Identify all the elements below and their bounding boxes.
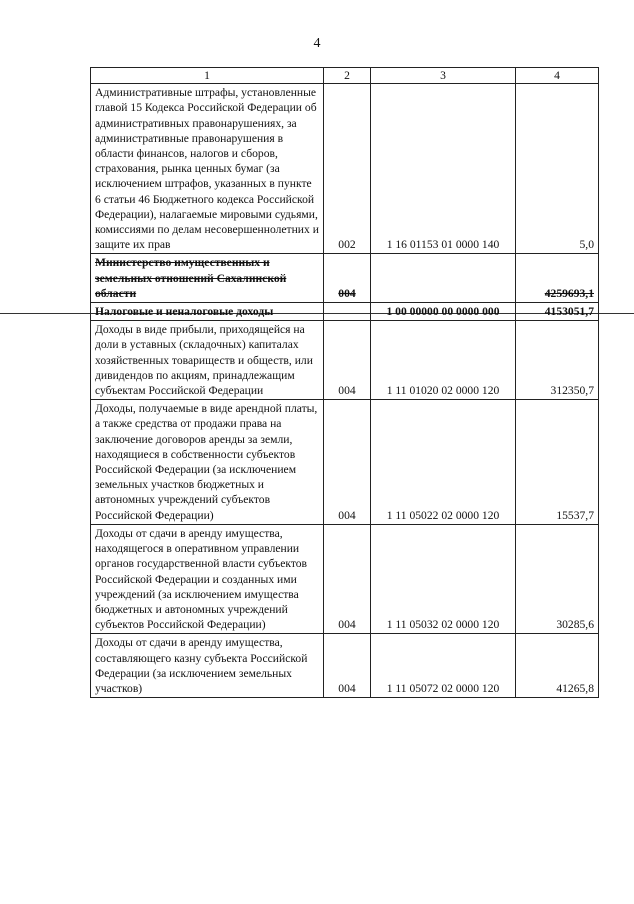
column-header-4: 4 — [516, 68, 599, 84]
row-budget-code: 1 11 05022 02 0000 120 — [371, 400, 516, 525]
row-amount: 15537,7 — [516, 400, 599, 525]
revenue-table — [90, 67, 599, 698]
page-number: 4 — [313, 36, 321, 51]
row-amount: 4259693,1 — [516, 254, 599, 303]
row-admin-code: 002 — [324, 84, 371, 254]
row-amount: 4153051,7 — [516, 303, 599, 321]
header-row — [91, 68, 599, 84]
row-description: Доходы от сдачи в аренду имущества, находящегося в оперативном управлении органов государственной власти субъектов Российской Федерации и созданных ими учреждений (за исключением имущества бюджетных и автономных учреждений субъектов Российской Федерации) — [91, 524, 324, 633]
table-row — [91, 400, 599, 525]
row-budget-code: 1 11 05072 02 0000 120 — [371, 634, 516, 698]
table-row — [91, 321, 599, 400]
column-header-3: 3 — [371, 68, 516, 84]
row-amount: 312350,7 — [516, 321, 599, 400]
table-row — [91, 524, 599, 633]
row-description: Доходы от сдачи в аренду имущества, составляющего казну субъекта Российской Федерации (за исключением земельных участков) — [91, 634, 324, 698]
row-admin-code: 004 — [324, 634, 371, 698]
row-admin-code — [324, 303, 371, 321]
table-row — [91, 84, 599, 254]
row-budget-code: 1 11 01020 02 0000 120 — [371, 321, 516, 400]
column-header-2: 2 — [324, 68, 371, 84]
row-budget-code — [371, 254, 516, 303]
row-description: Административные штрафы, установленные главой 15 Кодекса Российской Федерации об административных правонарушениях, за административные правонарушения в области финансов, налогов и сборов, страхования, рынка ценных бумаг (за исключением штрафов, указанных в пункте 6 статьи 46 Бюджетного кодекса Российской Федерации), налагаемые мировыми судьями, комиссиями по делам несовершеннолетних и защите их прав — [91, 84, 324, 254]
row-budget-code: 1 16 01153 01 0000 140 — [371, 84, 516, 254]
table-row — [91, 303, 599, 321]
table-row — [91, 254, 599, 303]
row-description: Доходы в виде прибыли, приходящейся на доли в уставных (складочных) капиталах хозяйственных товариществ и обществ, или дивидендов по акциям, принадлежащим субъектам Российской Федерации — [91, 321, 324, 400]
row-description: Министерство имущественных и земельных отношений Сахалинской области — [91, 254, 324, 303]
row-amount: 41265,8 — [516, 634, 599, 698]
row-description: Налоговые и неналоговые доходы — [91, 303, 324, 321]
row-admin-code: 004 — [324, 254, 371, 303]
row-amount: 30285,6 — [516, 524, 599, 633]
table-row — [91, 634, 599, 698]
row-admin-code: 004 — [324, 400, 371, 525]
column-header-1: 1 — [91, 68, 324, 84]
row-admin-code: 004 — [324, 321, 371, 400]
row-admin-code: 004 — [324, 524, 371, 633]
row-description: Доходы, получаемые в виде арендной платы, а также средства от продажи права на заключение договоров аренды за земли, находящиеся в собственности субъектов Российской Федерации (за исключением земельных участков бюджетных и автономных учреждений субъектов Российской Федерации) — [91, 400, 324, 525]
row-budget-code: 1 00 00000 00 0000 000 — [371, 303, 516, 321]
row-amount: 5,0 — [516, 84, 599, 254]
row-budget-code: 1 11 05032 02 0000 120 — [371, 524, 516, 633]
